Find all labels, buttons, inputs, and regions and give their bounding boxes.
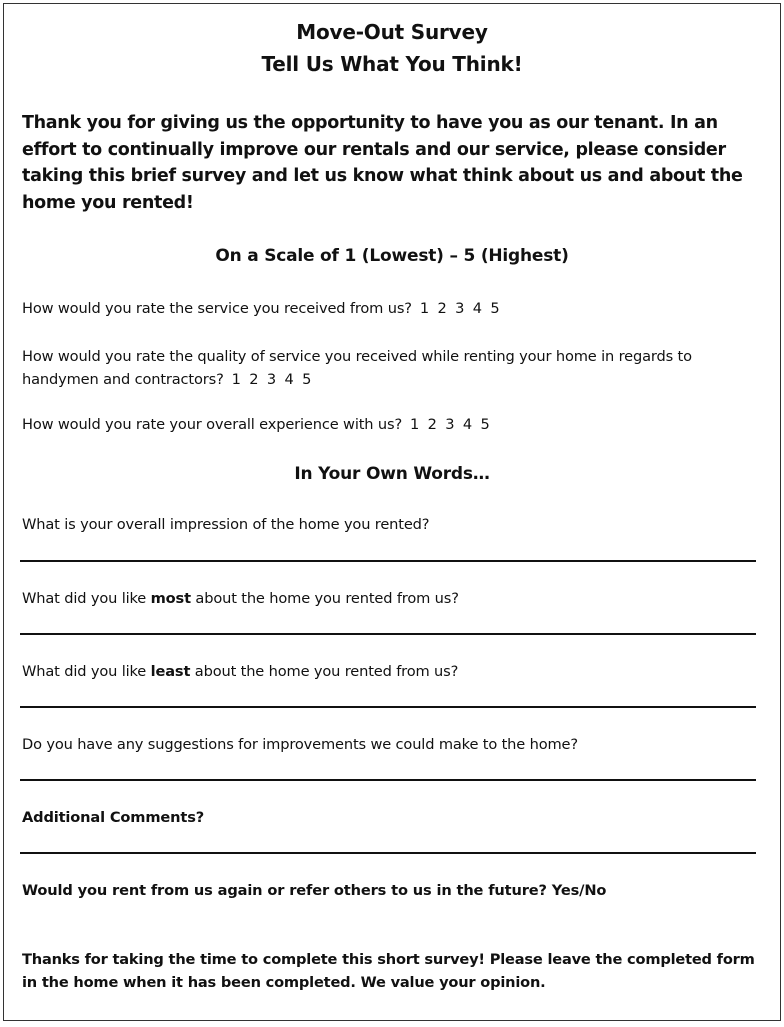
additional-comments-label: Additional Comments? (22, 809, 205, 826)
emphasis-most: most (150, 590, 191, 607)
rating-scale[interactable]: 1 2 3 4 5 (231, 371, 312, 388)
intro-paragraph: Thank you for giving us the opportunity to have you as our tenant. In an effort to continually improve our rentals and our service, please consider taking this brief survey and let us know what think about us and about the home you rented! (22, 113, 743, 213)
rating-question-3 (22, 413, 762, 436)
rating-question-1 (22, 297, 762, 320)
rating-question-text: How would you rate your overall experience with us? (22, 416, 403, 433)
rating-scale[interactable]: 1 2 3 4 5 (410, 416, 490, 433)
answer-line-most[interactable] (20, 633, 756, 635)
words-heading: In Your Own Words… (294, 464, 490, 484)
page-subtitle: Tell Us What You Think! (261, 52, 523, 76)
emphasis-least: least (150, 663, 191, 680)
closing-note: Thanks for taking the time to complete this short survey! Please leave the completed form in the home when it has been completed. We value your opinion. (22, 951, 755, 991)
open-question-suggestions: Do you have any suggestions for improvements we could make to the home? (22, 736, 578, 753)
page-title: Move-Out Survey (296, 20, 488, 44)
survey-page (3, 3, 781, 1021)
answer-line-impression[interactable] (20, 560, 756, 562)
rating-question-text: How would you rate the quality of service you received while renting your home in regards to handymen and contractors? (22, 348, 692, 388)
open-question-most: What did you like most about the home you rented from us? (22, 590, 459, 607)
answer-line-suggestions[interactable] (20, 779, 756, 781)
open-question-least: What did you like least about the home you rented from us? (22, 663, 459, 680)
answer-line-least[interactable] (20, 706, 756, 708)
rating-scale[interactable]: 1 2 3 4 5 (419, 300, 500, 317)
scale-heading: On a Scale of 1 (Lowest) – 5 (Highest) (215, 246, 569, 266)
open-question-impression: What is your overall impression of the home you rented? (22, 516, 430, 533)
rating-question-text: How would you rate the service you received from us? (22, 300, 412, 317)
answer-line-comments[interactable] (20, 852, 756, 854)
rating-question-2 (22, 345, 752, 391)
rent-again-question: Would you rent from us again or refer others to us in the future? Yes/No (22, 882, 607, 899)
